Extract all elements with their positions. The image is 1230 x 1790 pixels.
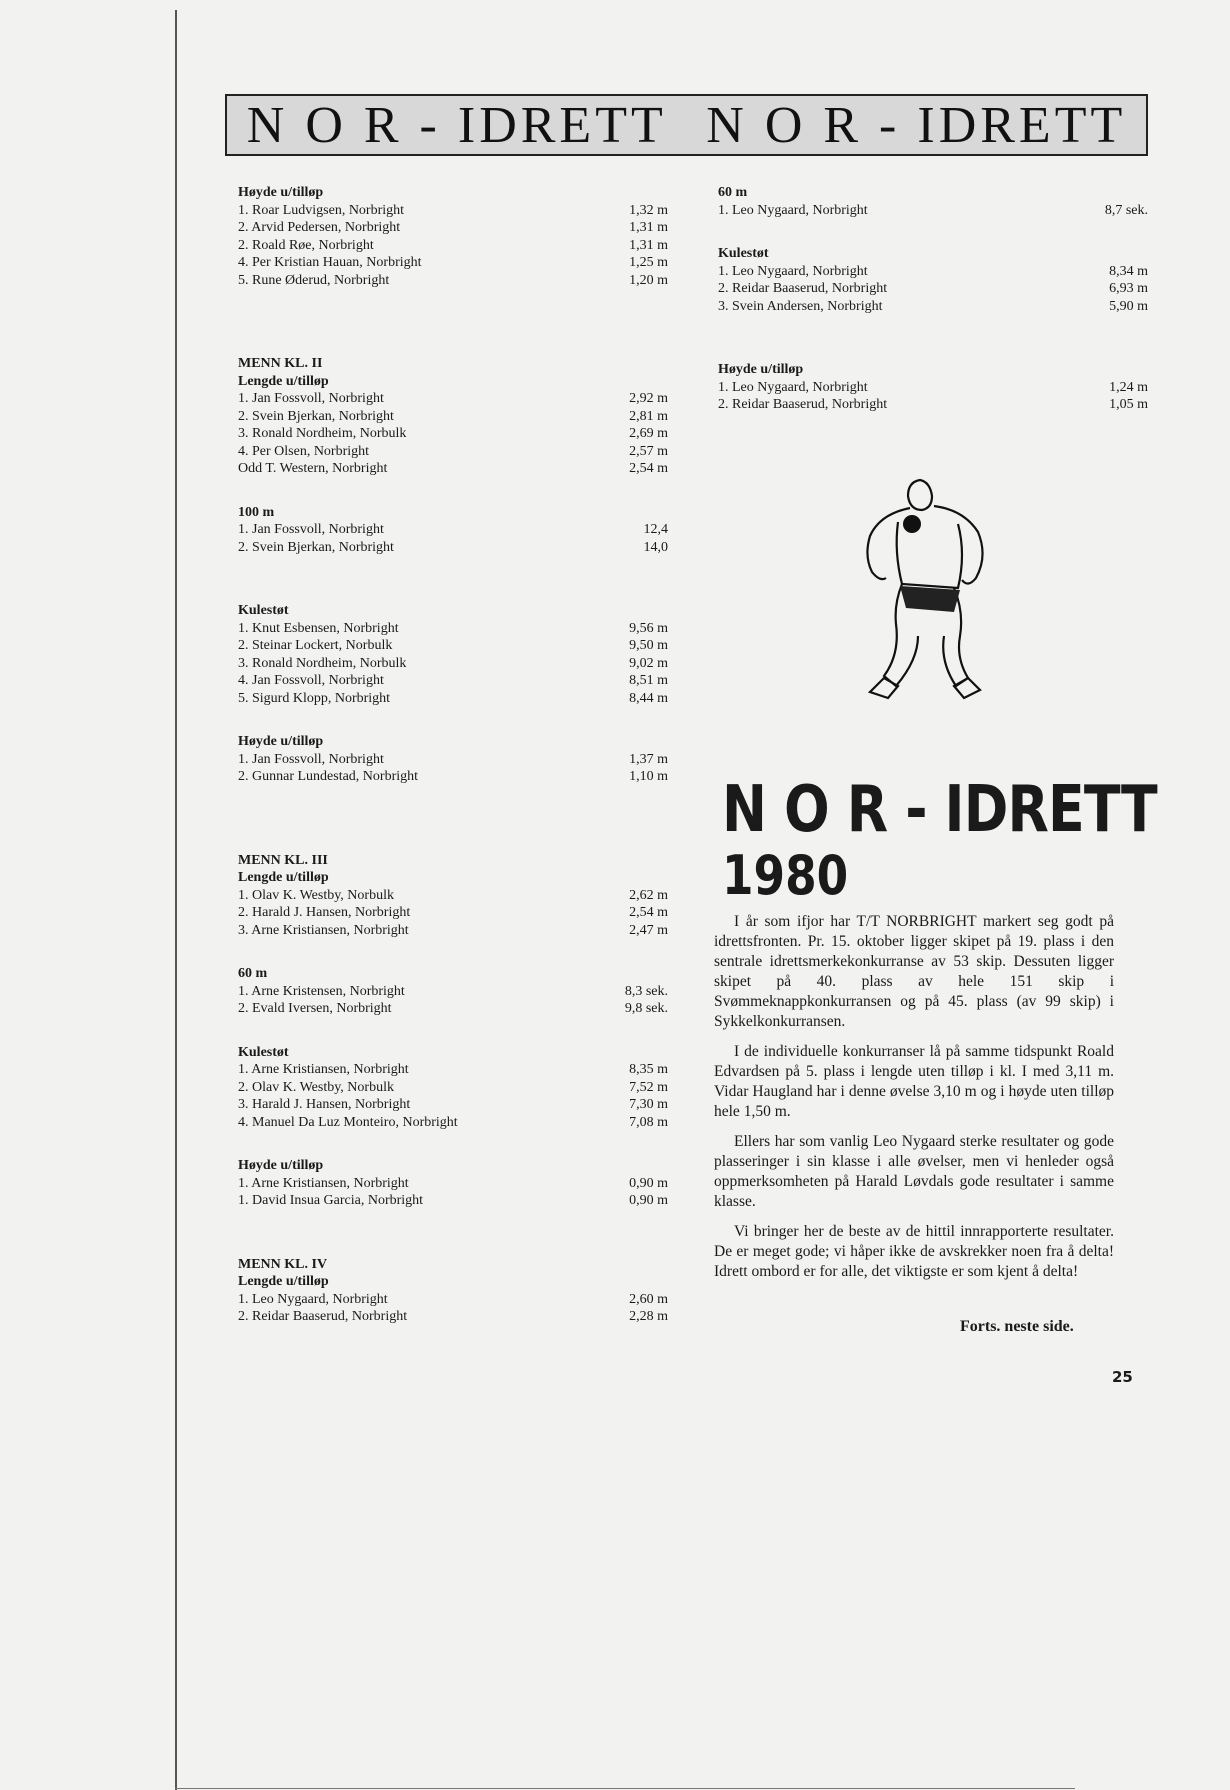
athlete-name: 4. Per Kristian Hauan, Norbright xyxy=(238,255,422,270)
class-heading: MENN KL. II xyxy=(238,356,323,371)
result-row xyxy=(238,983,668,1001)
result-value: 2,28 m xyxy=(629,1309,668,1324)
result-row xyxy=(238,272,668,290)
result-value: 7,30 m xyxy=(629,1097,668,1112)
result-value: 2,81 m xyxy=(629,408,668,424)
athlete-name: 1. Jan Fossvoll, Norbright xyxy=(238,391,384,406)
result-row xyxy=(238,1096,668,1114)
result-row xyxy=(238,1114,668,1132)
result-row xyxy=(238,620,668,638)
class-heading: MENN KL. IV xyxy=(238,1256,328,1272)
event-heading: Høyde u/tilløp xyxy=(238,734,324,749)
result-row xyxy=(238,1308,668,1326)
result-value: 0,90 m xyxy=(629,1175,668,1191)
event-heading: 100 m xyxy=(238,504,275,520)
result-section xyxy=(238,1256,668,1326)
result-section xyxy=(238,355,668,478)
result-row xyxy=(238,1079,668,1097)
athlete-name: 4. Manuel Da Luz Monteiro, Norbright xyxy=(238,1114,458,1130)
result-value: 9,56 m xyxy=(629,620,668,636)
athlete-name: 1. Arne Kristiansen, Norbright xyxy=(238,1175,409,1191)
event-heading: Høyde u/tilløp xyxy=(238,185,324,200)
athlete-name: 1. Knut Esbensen, Norbright xyxy=(238,620,399,636)
result-row xyxy=(718,379,1148,397)
athlete-name: 1. Roar Ludvigsen, Norbright xyxy=(238,202,405,218)
result-value: 1,32 m xyxy=(629,202,668,218)
results-right-column xyxy=(718,184,1148,414)
result-row xyxy=(718,280,1148,298)
result-row xyxy=(238,637,668,655)
athlete-name: 2. Evald Iversen, Norbright xyxy=(238,1001,392,1016)
athlete-name: 2. Olav K. Westby, Norbulk xyxy=(238,1079,394,1095)
result-value: 2,69 m xyxy=(629,426,668,441)
result-row xyxy=(238,904,668,922)
result-row xyxy=(238,539,668,557)
result-section xyxy=(238,1157,668,1210)
result-row xyxy=(718,263,1148,281)
athlete-name: 2. Arvid Pedersen, Norbright xyxy=(238,220,401,235)
result-value: 2,60 m xyxy=(629,1291,668,1307)
article-paragraph: Ellers har som vanlig Leo Nygaard sterke resultater og gode plasseringer i sin klasse i alle øvelser, men vi henleder også oppmerksomheten på Harald Løvdals gode resultater i samme klasse. xyxy=(714,1133,1114,1210)
result-section xyxy=(238,965,668,1018)
header-banner xyxy=(225,94,1148,156)
result-section xyxy=(238,602,668,707)
athlete-name: 4. Jan Fossvoll, Norbright xyxy=(238,673,384,688)
result-value: 8,34 m xyxy=(1109,263,1148,279)
athlete-name: 3. Harald J. Hansen, Norbright xyxy=(238,1097,411,1112)
result-row xyxy=(238,521,668,539)
athlete-name: 4. Per Olsen, Norbright xyxy=(238,443,370,459)
result-value: 2,62 m xyxy=(629,887,668,903)
athlete-name: 2. Svein Bjerkan, Norbright xyxy=(238,539,394,555)
event-heading: 60 m xyxy=(238,966,268,981)
athlete-name: 1. Jan Fossvoll, Norbright xyxy=(238,522,384,537)
athlete-name: 2. Reidar Baaserud, Norbright xyxy=(718,281,888,296)
page-bottom-line xyxy=(175,1788,1075,1789)
result-row xyxy=(238,1061,668,1079)
result-row xyxy=(238,690,668,708)
event-heading: Høyde u/tilløp xyxy=(238,1158,324,1173)
result-value: 1,20 m xyxy=(629,272,668,288)
athlete-name: 5. Rune Øderud, Norbright xyxy=(238,272,390,288)
result-row xyxy=(718,396,1148,414)
athlete-name: 2. Harald J. Hansen, Norbright xyxy=(238,905,411,920)
result-row xyxy=(238,202,668,220)
event-heading: 60 m xyxy=(718,185,748,200)
result-value: 9,8 sek. xyxy=(624,1001,668,1016)
feature-article xyxy=(714,912,1114,1292)
result-section xyxy=(718,361,1148,414)
event-heading: Høyde u/tilløp xyxy=(718,362,804,377)
result-row xyxy=(238,751,668,769)
result-value: 8,51 m xyxy=(629,673,668,688)
result-section xyxy=(718,245,1148,315)
result-section xyxy=(238,852,668,940)
athlete-name: 1. Leo Nygaard, Norbright xyxy=(238,1291,388,1307)
result-row xyxy=(238,768,668,786)
athlete-name: Odd T. Western, Norbright xyxy=(238,461,388,476)
results-left-column xyxy=(238,184,668,1326)
result-value: 9,50 m xyxy=(629,638,668,653)
athlete-name: 2. Reidar Baaserud, Norbright xyxy=(238,1309,408,1324)
result-value: 8,7 sek. xyxy=(1104,202,1148,218)
article-paragraph: Vi bringer her de beste av de hittil innrapporterte resultater. De er meget gode; vi håper ikke de avskrekker noen fra å delta! Idrett ombord er for alle, det viktigste er som kjent å delta! xyxy=(714,1223,1114,1280)
article-paragraph: I år som ifjor har T/T NORBRIGHT markert seg godt på idrettsfronten. Pr. 15. oktober ligger skipet på 19. plass i den sentrale idrettsmerkekonkurranse av 53 skip. Dessuten ligger skipet på 40. plass av hele 151 skip i Svømmeknappkonkurransen og på 45. plass (av 99 skip) i Sykkelkonkurransen. xyxy=(714,913,1114,1030)
result-row xyxy=(238,237,668,255)
event-heading: Kulestøt xyxy=(238,603,289,618)
result-value: 0,90 m xyxy=(629,1193,668,1208)
athlete-name: 3. Arne Kristiansen, Norbright xyxy=(238,922,409,938)
result-value: 1,10 m xyxy=(629,769,668,784)
banner-text-2: N O R - IDRETT xyxy=(706,96,1127,154)
result-row xyxy=(238,655,668,673)
result-value: 2,47 m xyxy=(629,922,668,938)
athlete-name: 1. Leo Nygaard, Norbright xyxy=(718,202,868,218)
result-row xyxy=(238,390,668,408)
athlete-name: 2. Svein Bjerkan, Norbright xyxy=(238,408,394,424)
feature-year: 1980 xyxy=(722,844,849,907)
result-value: 9,02 m xyxy=(629,655,668,671)
result-row xyxy=(238,887,668,905)
page-number: 25 xyxy=(1112,1368,1133,1386)
result-value: 1,37 m xyxy=(629,751,668,767)
athlete-name: 1. Jan Fossvoll, Norbright xyxy=(238,751,384,767)
athlete-name: 3. Ronald Nordheim, Norbulk xyxy=(238,655,407,671)
result-value: 2,54 m xyxy=(629,461,668,476)
result-value: 2,92 m xyxy=(629,391,668,406)
result-row xyxy=(238,1000,668,1018)
result-section xyxy=(718,184,1148,219)
result-row xyxy=(238,425,668,443)
article-paragraph: I de individuelle konkurranser lå på samme tidspunkt Roald Edvardsen på 5. plass i lengde uten tilløp i kl. I med 3,11 m. Vidar Haugland har i denne øvelse 3,10 m og i høyde uten tilløp hele 1,50 m. xyxy=(714,1043,1114,1120)
athlete-name: 2. Reidar Baaserud, Norbright xyxy=(718,397,888,412)
result-row xyxy=(238,443,668,461)
result-value: 8,44 m xyxy=(629,690,668,706)
athlete-name: 1. Arne Kristensen, Norbright xyxy=(238,983,405,999)
result-value: 1,25 m xyxy=(629,255,668,270)
banner-text-1: N O R - IDRETT xyxy=(246,96,667,154)
result-section xyxy=(238,504,668,557)
result-value: 1,05 m xyxy=(1109,397,1148,412)
result-value: 7,52 m xyxy=(629,1079,668,1095)
result-section xyxy=(238,184,668,289)
result-value: 5,90 m xyxy=(1109,298,1148,314)
athlete-name: 5. Sigurd Klopp, Norbright xyxy=(238,690,391,706)
athlete-name: 1. Leo Nygaard, Norbright xyxy=(718,379,868,395)
result-row xyxy=(238,1192,668,1210)
athlete-name: 1. Olav K. Westby, Norbulk xyxy=(238,887,394,903)
result-value: 1,24 m xyxy=(1109,379,1148,395)
result-row xyxy=(238,1291,668,1309)
result-value: 2,57 m xyxy=(629,443,668,459)
event-heading: Kulestøt xyxy=(718,246,769,261)
continued-note: Forts. neste side. xyxy=(960,1318,1074,1335)
athlete-name: 2. Gunnar Lundestad, Norbright xyxy=(238,769,419,784)
athlete-name: 1. David Insua Garcia, Norbright xyxy=(238,1193,424,1208)
result-row xyxy=(718,298,1148,316)
result-value: 1,31 m xyxy=(629,220,668,235)
athlete-name: 3. Svein Andersen, Norbright xyxy=(718,298,883,314)
result-row xyxy=(238,408,668,426)
result-value: 14,0 xyxy=(643,539,668,555)
athlete-name: 2. Steinar Lockert, Norbulk xyxy=(238,638,393,653)
result-row xyxy=(238,922,668,940)
result-value: 7,08 m xyxy=(629,1114,668,1130)
result-row xyxy=(238,1175,668,1193)
class-heading: MENN KL. III xyxy=(238,852,328,868)
event-heading: Lengde u/tilløp xyxy=(238,373,329,389)
result-value: 6,93 m xyxy=(1109,281,1148,296)
result-value: 8,35 m xyxy=(629,1062,668,1077)
result-row xyxy=(238,219,668,237)
result-value: 1,31 m xyxy=(629,237,668,253)
athlete-name: 3. Ronald Nordheim, Norbulk xyxy=(238,426,407,441)
result-value: 12,4 xyxy=(643,522,668,537)
result-row xyxy=(718,202,1148,220)
result-row xyxy=(238,460,668,478)
result-row xyxy=(238,254,668,272)
result-value: 2,54 m xyxy=(629,905,668,920)
event-heading: Lengde u/tilløp xyxy=(238,870,329,885)
page-margin-line xyxy=(175,10,177,1790)
athlete-name: 2. Roald Røe, Norbright xyxy=(238,237,374,253)
event-heading: Kulestøt xyxy=(238,1044,289,1060)
result-section xyxy=(238,1044,668,1132)
result-row xyxy=(238,672,668,690)
event-heading: Lengde u/tilløp xyxy=(238,1274,329,1289)
athlete-name: 1. Arne Kristiansen, Norbright xyxy=(238,1062,409,1077)
result-value: 8,3 sek. xyxy=(624,983,668,999)
result-section xyxy=(238,733,668,786)
athlete-name: 1. Leo Nygaard, Norbright xyxy=(718,263,868,279)
shot-put-athlete-illustration xyxy=(850,472,995,708)
feature-title: N O R - IDRETT xyxy=(722,773,1157,847)
